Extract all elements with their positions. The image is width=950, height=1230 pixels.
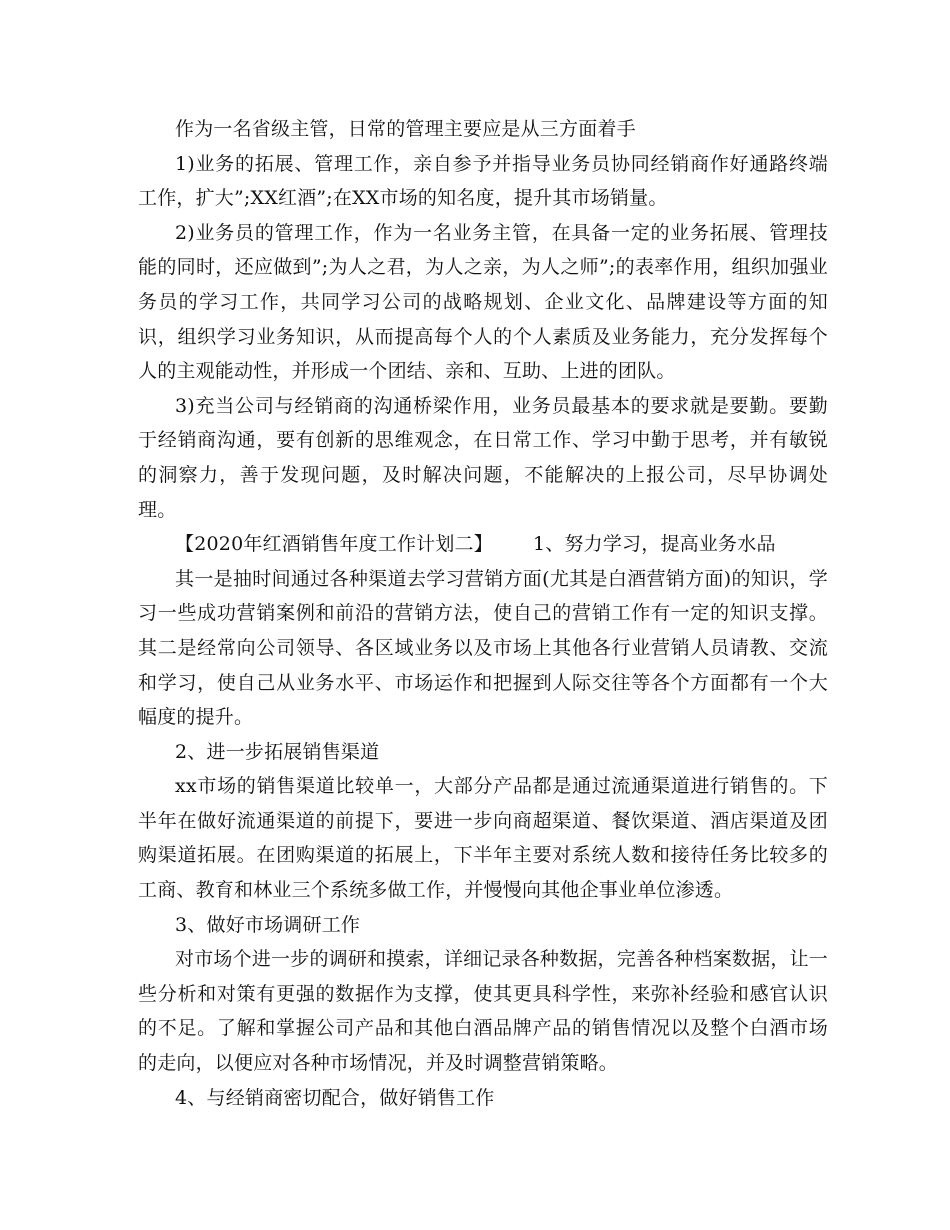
section-2-body: xx市场的销售渠道比较单一，大部分产品都是通过流通渠道进行销售的。下半年在做好流通渠道的前提下，要进一步向商超渠道、餐饮渠道、酒店渠道及团购渠道拓展。在团购渠道的拓展上，下半年主要对系统人数和接待任务比较多的工商、教育和林业三个系统多做工作，并慢慢向其他企事业单位渗透。 [138, 775, 828, 902]
plan-title: 【2020年红酒销售年度工作计划二】 [175, 533, 493, 556]
point-1-paragraph: 1)业务的拓展、管理工作，亲自参予并指导业务员协同经销商作好通路终端工作，扩大”;XX红酒”;在XX市场的知名度，提升其市场销量。 [138, 152, 828, 210]
plan-item-1-title: 1、努力学习，提高业务水品 [532, 533, 776, 556]
section-3-title: 3、做好市场调研工作 [175, 913, 361, 936]
section-2-title: 2、进一步拓展销售渠道 [175, 740, 380, 763]
plan-heading [138, 527, 828, 562]
intro-paragraph: 作为一名省级主管，日常的管理主要应是从三方面着手 [175, 118, 636, 140]
point-2-paragraph: 2)业务员的管理工作，作为一名业务主管，在具备一定的业务拓展、管理技能的同时，还应做到”;为人之君，为人之亲，为人之师”;的表率作用，组织加强业务员的学习工作，共同学习公司的战略规划、企业文化、品牌建设等方面的知识，组织学习业务知识，从而提高每个人的个人素质及业务能力，充分发挥每个人的主观能动性，并形成一个团结、亲和、互助、上进的团队。 [138, 221, 828, 383]
section-4-title: 4、与经销商密切配合，做好销售工作 [175, 1086, 495, 1109]
document-page [138, 112, 828, 1115]
section-3-body: 对市场个进一步的调研和摸索，详细记录各种数据，完善各种档案数据，让一些分析和对策有更强的数据作为支撑，使其更具科学性，来弥补经验和感官认识的不足。了解和掌握公司产品和其他白酒品牌产品的销售情况以及整个白酒市场的走向，以便应对各种市场情况，并及时调整营销策略。 [138, 948, 828, 1075]
section-1-body: 其一是抽时间通过各种渠道去学习营销方面(尤其是白酒营销方面)的知识，学习一些成功营销案例和前沿的营销方法，使自己的营销工作有一定的知识支撑。其二是经常向公司领导、各区域业务以及市场上其他各行业营销人员请教、交流和学习，使自己从业务水平、市场运作和把握到人际交往等各个方面都有一个大幅度的提升。 [138, 567, 828, 729]
point-3-paragraph: 3)充当公司与经销商的沟通桥梁作用，业务员最基本的要求就是要勤。要勤于经销商沟通，要有创新的思维观念，在日常工作、学习中勤于思考，并有敏锐的洞察力，善于发现问题，及时解决问题，不能解决的上报公司，尽早协调处理。 [138, 394, 828, 521]
